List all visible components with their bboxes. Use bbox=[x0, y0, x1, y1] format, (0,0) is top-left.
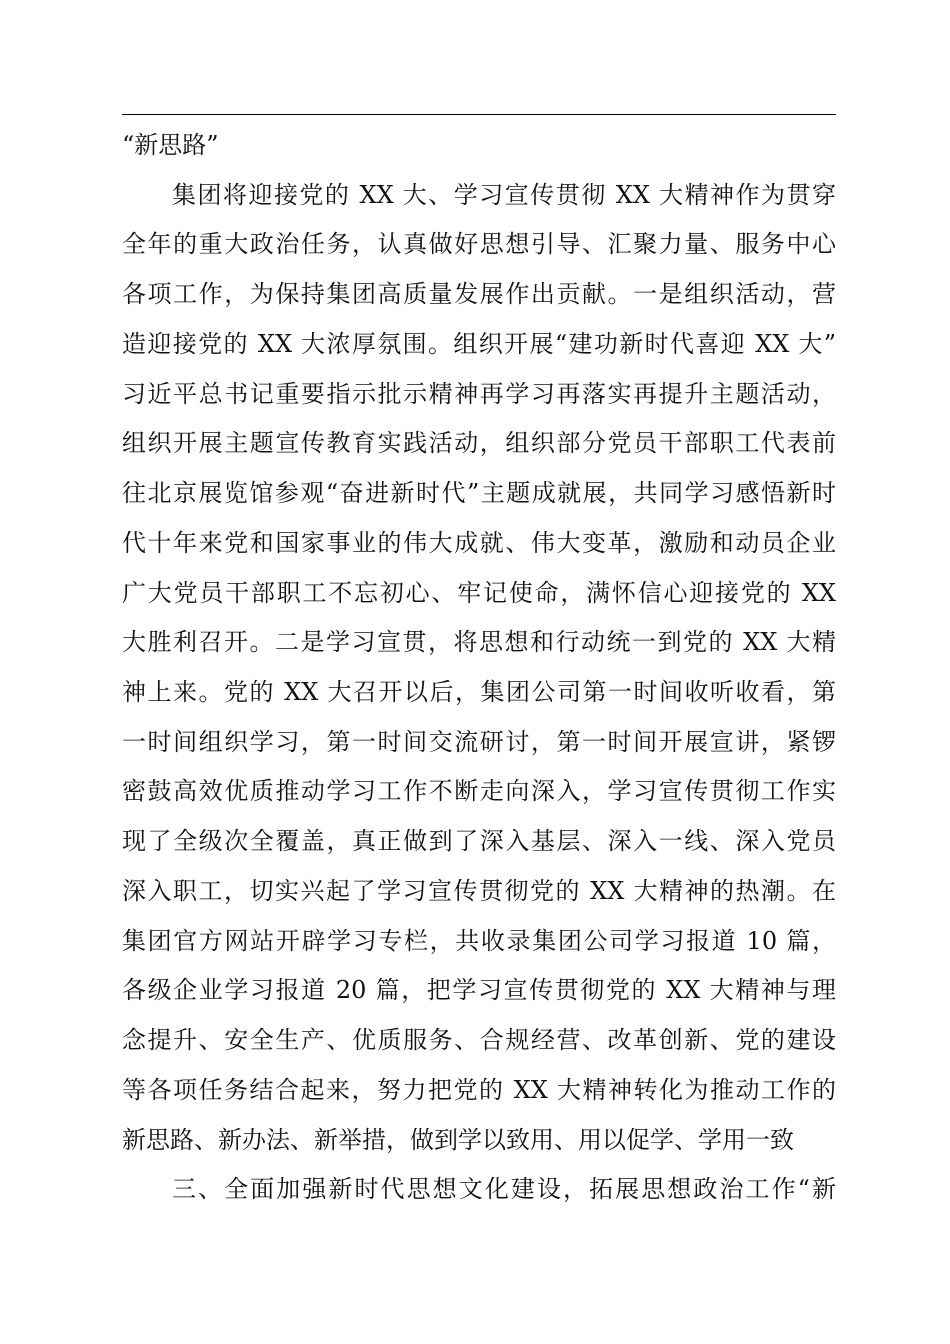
paragraph-line: 神上来。党的 XX 大召开以后，集团公司第一时间收听收看，第 bbox=[122, 678, 836, 706]
paragraph-line: 造迎接党的 XX 大浓厚氛围。组织开展“建功新时代喜迎 XX 大” bbox=[122, 330, 836, 358]
paragraph-line: 习近平总书记重要指示批示精神再学习再落实再提升主题活动， bbox=[122, 380, 836, 408]
paragraph-line: 深入职工，切实兴起了学习宣传贯彻党的 XX 大精神的热潮。在 bbox=[122, 877, 836, 905]
paragraph-line: 广大党员干部职工不忘初心、牢记使命，满怀信心迎接党的 XX bbox=[122, 579, 836, 607]
paragraph-line: 念提升、安全生产、优质服务、合规经营、改革创新、党的建设 bbox=[122, 1026, 836, 1054]
paragraph-line: 集团官方网站开辟学习专栏，共收录集团公司学习报道 10 篇， bbox=[122, 927, 836, 955]
paragraph-line: 各级企业学习报道 20 篇，把学习宣传贯彻党的 XX 大精神与理 bbox=[122, 976, 836, 1004]
paragraph-line: 全年的重大政治任务，认真做好思想引导、汇聚力量、服务中心 bbox=[122, 230, 836, 258]
paragraph-line: 现了全级次全覆盖，真正做到了深入基层、深入一线、深入党员 bbox=[122, 827, 836, 855]
section-heading: 三、全面加强新时代思想文化建设，拓展思想政治工作“新 bbox=[172, 1175, 836, 1203]
paragraph-line: 代十年来党和国家事业的伟大成就、伟大变革，激励和动员企业 bbox=[122, 529, 836, 557]
paragraph-line: 集团将迎接党的 XX 大、学习宣传贯彻 XX 大精神作为贯穿 bbox=[172, 181, 836, 209]
paragraph-line: 各项工作，为保持集团高质量发展作出贡献。一是组织活动，营 bbox=[122, 280, 836, 308]
header-rule bbox=[122, 114, 836, 115]
paragraph-line: 大胜利召开。二是学习宣贯，将思想和行动统一到党的 XX 大精 bbox=[122, 628, 836, 656]
paragraph-line: 等各项任务结合起来，努力把党的 XX 大精神转化为推动工作的 bbox=[122, 1076, 836, 1104]
paragraph-line: 组织开展主题宣传教育实践活动，组织部分党员干部职工代表前 bbox=[122, 429, 836, 457]
continued-heading: “新思路” bbox=[122, 131, 219, 159]
paragraph-line: 新思路、新办法、新举措，做到学以致用、用以促学、学用一致 bbox=[122, 1126, 794, 1154]
paragraph-line: 一时间组织学习，第一时间交流研讨，第一时间开展宣讲，紧锣 bbox=[122, 728, 836, 756]
paragraph-line: 密鼓高效优质推动学习工作不断走向深入，学习宣传贯彻工作实 bbox=[122, 777, 836, 805]
paragraph-line: 往北京展览馆参观“奋进新时代”主题成就展，共同学习感悟新时 bbox=[122, 479, 836, 507]
